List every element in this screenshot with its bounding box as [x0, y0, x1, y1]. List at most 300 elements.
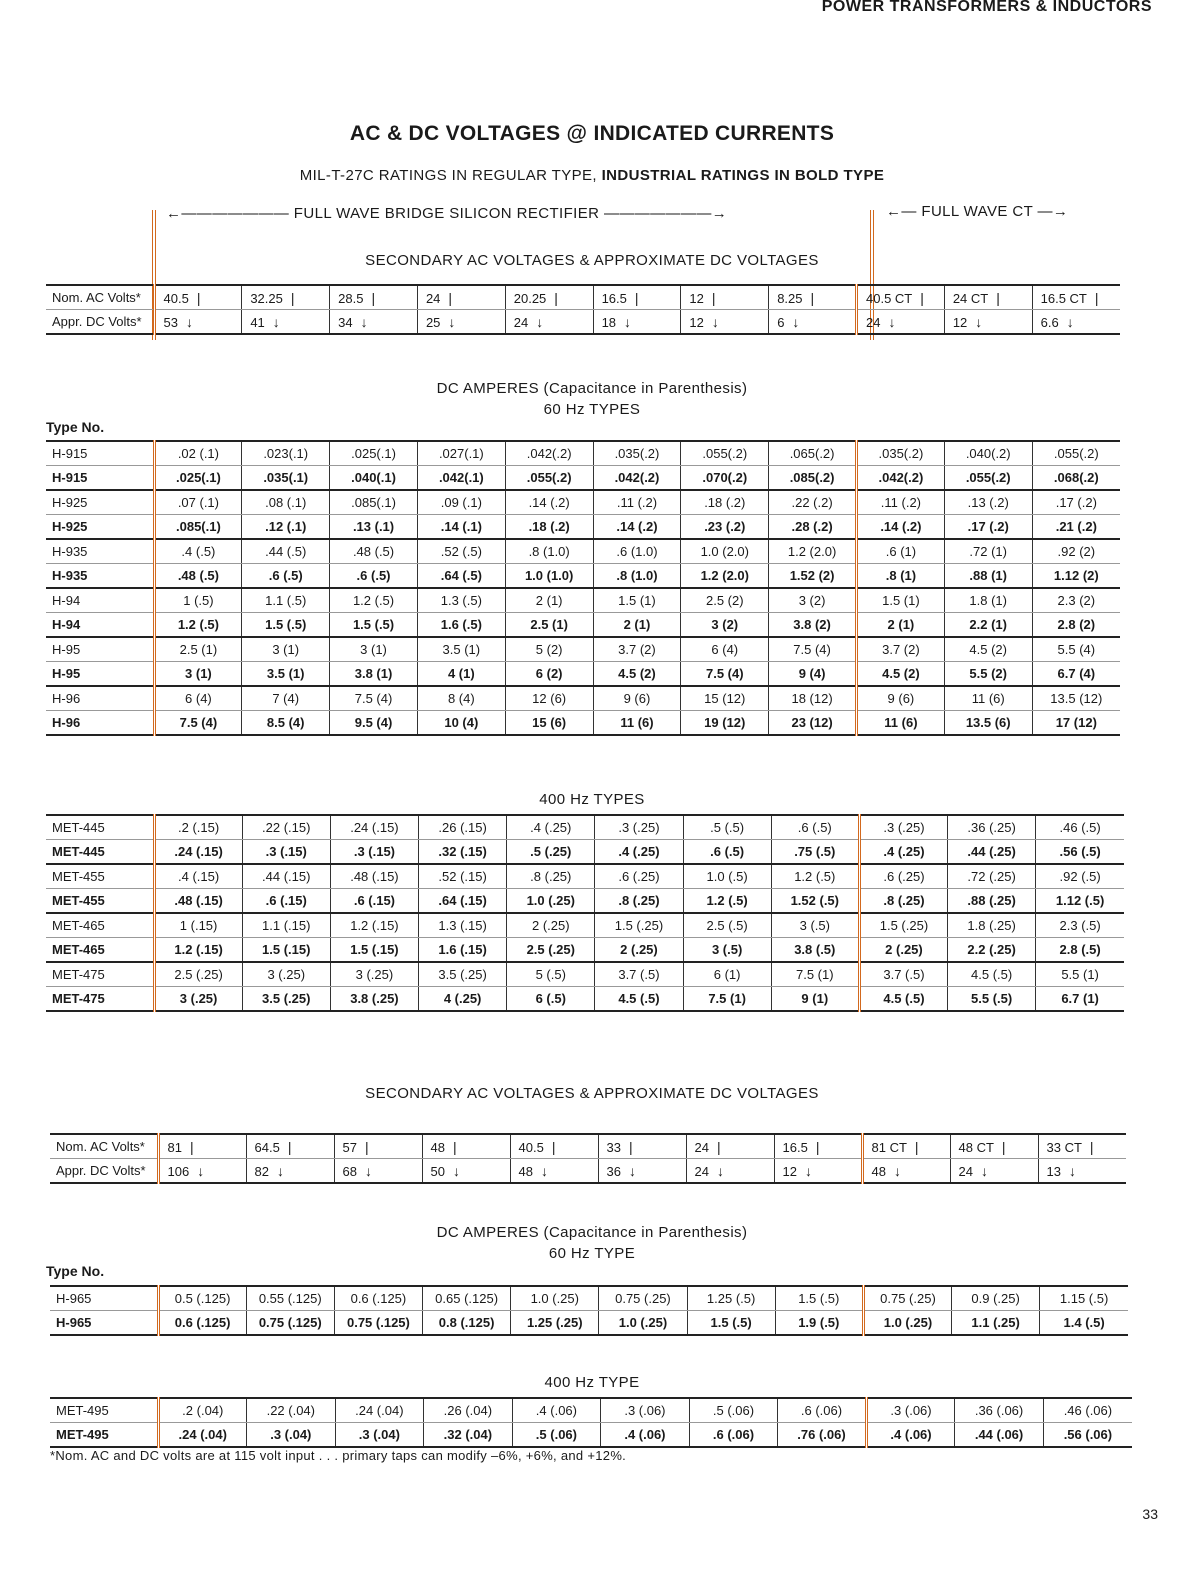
amp-cell: .24 (.15) [154, 840, 242, 865]
amp-cell: .085(.1) [154, 515, 242, 540]
amp-cell: 3.8 (1) [330, 662, 418, 687]
section-header: POWER TRANSFORMERS & INDUCTORS [821, 0, 1152, 15]
amp-cell: .17 (.2) [944, 515, 1032, 540]
amp-cell: 0.9 (.25) [952, 1286, 1040, 1311]
amp-cell: .6 (.15) [330, 889, 418, 914]
amp-cell: 0.75 (.25) [863, 1286, 951, 1311]
amp-cell: 5 (.5) [507, 962, 595, 987]
amp-cell: .5 (.5) [683, 815, 771, 840]
amp-cell: .17 (.2) [1032, 490, 1120, 515]
down-stem-icon: | [1094, 289, 1099, 306]
banner-ct-label: FULL WAVE CT [921, 203, 1033, 220]
amp-cell: .027(.1) [417, 441, 505, 466]
amp-cell: 2.2 (.25) [948, 938, 1036, 963]
amp-cell: .8 (.25) [595, 889, 683, 914]
amp-cell: 10 (4) [417, 711, 505, 736]
down-stem-icon: | [628, 1138, 633, 1155]
type-name: H-96 [46, 686, 154, 711]
amp-cell: .88 (.25) [948, 889, 1036, 914]
amp-cell: 0.6 (.125) [334, 1286, 422, 1311]
volt-value: 32.25 [250, 290, 283, 306]
down-stem-icon: | [1001, 1138, 1006, 1155]
appr-dc-volts-4 [505, 310, 593, 335]
down-arrow-icon: ↓ [716, 1162, 724, 1179]
amp-cell: .08 (.1) [242, 490, 330, 515]
amp-cell: 5 (2) [505, 637, 593, 662]
amp-cell: .4 (.06) [866, 1423, 955, 1448]
amp-cell: 11 (6) [593, 711, 681, 736]
amp-cell: .6 (.15) [242, 889, 330, 914]
nom-ac-volts-3 [417, 285, 505, 310]
amp-cell: 3.7 (.5) [859, 962, 947, 987]
nom-ac-volts-5 [598, 1134, 686, 1159]
nom-ac-volts-9 [950, 1134, 1038, 1159]
type-no-label-1: Type No. [46, 419, 105, 435]
down-arrow-icon: ↓ [276, 1162, 284, 1179]
amp-cell: 6 (4) [154, 686, 242, 711]
amp-cell: .32 (.04) [424, 1423, 513, 1448]
amp-cell: .3 (.15) [242, 840, 330, 865]
amp-cell: .2 (.04) [158, 1398, 247, 1423]
volt-value: 48 [871, 1163, 886, 1179]
appr-dc-volts-8 [857, 310, 945, 335]
amp-cell: .22 (.2) [769, 490, 857, 515]
row-label-nom: Nom. AC Volts* [46, 285, 154, 310]
table-row [46, 686, 1120, 711]
amp-cell: .56 (.5) [1036, 840, 1124, 865]
appr-dc-volts-0 [158, 1159, 246, 1184]
volt-value: 82 [254, 1163, 269, 1179]
amp-cell: 3.8 (.5) [771, 938, 859, 963]
amp-cell: .8 (.25) [859, 889, 947, 914]
table-row [46, 711, 1120, 736]
appr-dc-volts-5 [598, 1159, 686, 1184]
volt-value: 106 [167, 1163, 190, 1179]
amp-cell: .042(.1) [417, 466, 505, 491]
page-subtitle [0, 167, 1184, 184]
type-name: MET-455 [46, 864, 154, 889]
amp-cell: 15 (6) [505, 711, 593, 736]
amp-cell: .023(.1) [242, 441, 330, 466]
amp-cell: 7.5 (4) [681, 662, 769, 687]
volt-value: 50 [430, 1163, 445, 1179]
down-stem-icon: | [371, 289, 376, 306]
amp-cell: 1.5 (.5) [242, 613, 330, 638]
amp-cell: 7.5 (4) [769, 637, 857, 662]
nom-ac-volts-8 [862, 1134, 950, 1159]
amp-cell: .042(.2) [505, 441, 593, 466]
amp-cell: .32 (.15) [419, 840, 507, 865]
table-row [46, 539, 1120, 564]
amp-cell: 1.15 (.5) [1040, 1286, 1128, 1311]
amp-cell: .025(.1) [154, 466, 242, 491]
volt-value: 24 [694, 1163, 709, 1179]
down-arrow-icon: ↓ [792, 313, 800, 330]
amp-cell: .085(.1) [330, 490, 418, 515]
amp-cell: .44 (.5) [242, 539, 330, 564]
amp-cell: .24 (.04) [335, 1398, 424, 1423]
amp-cell: 2 (.25) [859, 938, 947, 963]
amp-cell: 7.5 (4) [154, 711, 242, 736]
amp-cell: .64 (.15) [419, 889, 507, 914]
amp-cell: .3 (.04) [335, 1423, 424, 1448]
amp-cell: .3 (.06) [866, 1398, 955, 1423]
down-arrow-icon: ↓ [452, 1162, 460, 1179]
amp-cell: .07 (.1) [154, 490, 242, 515]
amp-cell: 1.5 (.5) [775, 1286, 863, 1311]
amp-cell: 9 (6) [857, 686, 945, 711]
amp-cell: .76 (.06) [778, 1423, 867, 1448]
nom-ac-volts-0 [154, 285, 242, 310]
amp-cell: 2.3 (.5) [1036, 913, 1124, 938]
table-row [46, 490, 1120, 515]
amp-cell: .21 (.2) [1032, 515, 1120, 540]
down-arrow-icon: ↓ [980, 1162, 988, 1179]
amp-cell: .12 (.1) [242, 515, 330, 540]
table-row [46, 564, 1120, 589]
amp-cell: 1.2 (2.0) [769, 539, 857, 564]
down-stem-icon: | [290, 289, 295, 306]
amp-cell: 2 (.25) [507, 913, 595, 938]
amp-cell: .042(.2) [857, 466, 945, 491]
table-row [46, 938, 1124, 963]
amp-cell: 3 (2) [769, 588, 857, 613]
amp-cell: .11 (.2) [857, 490, 945, 515]
amp-cell: 11 (6) [857, 711, 945, 736]
amp-cell: 1.5 (.15) [330, 938, 418, 963]
amp-cell: 2.3 (2) [1032, 588, 1120, 613]
table-row [46, 913, 1124, 938]
amp-cell: 4.5 (2) [593, 662, 681, 687]
type-name: H-925 [46, 490, 154, 515]
amp-cell: 17 (12) [1032, 711, 1120, 736]
amp-cell: 6 (1) [683, 962, 771, 987]
amp-cell: .6 (.25) [859, 864, 947, 889]
amp-cell: .72 (1) [944, 539, 1032, 564]
amp-cell: 1.1 (.5) [242, 588, 330, 613]
nom-ac-volts-0 [158, 1134, 246, 1159]
amp-cell: 1.8 (1) [944, 588, 1032, 613]
type-name: H-95 [46, 662, 154, 687]
amp-cell: 1 (.5) [154, 588, 242, 613]
dc-amperes-freq-2: 60 Hz TYPE [548, 1245, 636, 1262]
amp-cell: .18 (.2) [505, 515, 593, 540]
amp-cell: 7.5 (1) [771, 962, 859, 987]
volt-value: 41 [250, 314, 265, 330]
hz400-caption-1: 400 Hz TYPES [539, 791, 645, 808]
nom-ac-volts-3 [422, 1134, 510, 1159]
amp-cell: .24 (.04) [158, 1423, 247, 1448]
amp-cell: 3 (.25) [330, 962, 418, 987]
table-row [46, 441, 1120, 466]
banner-bridge: ←——————— FULL WAVE BRIDGE SILICON RECTIFIER ———————→ [166, 205, 728, 222]
appr-dc-volts-0 [154, 310, 242, 335]
table-row [46, 962, 1124, 987]
amp-cell: 3.7 (2) [857, 637, 945, 662]
amp-cell: 3.5 (1) [242, 662, 330, 687]
type-no-label-2: Type No. [46, 1263, 105, 1279]
down-arrow-icon: ↓ [197, 1162, 205, 1179]
down-arrow-icon: ↓ [185, 313, 193, 330]
appr-dc-volts-10 [1032, 310, 1120, 335]
amp-cell: 11 (6) [944, 686, 1032, 711]
table-60hz-types [46, 440, 1120, 736]
amp-cell: 9 (6) [593, 686, 681, 711]
volt-value: 40.5 [163, 290, 189, 306]
down-stem-icon: | [196, 289, 201, 306]
amp-cell: .6 (1.0) [593, 539, 681, 564]
amp-cell: 1.5 (.25) [595, 913, 683, 938]
down-arrow-icon: ↓ [711, 313, 719, 330]
down-arrow-icon: ↓ [893, 1162, 901, 1179]
table-row [46, 864, 1124, 889]
amp-cell: 4.5 (2) [857, 662, 945, 687]
table-row [46, 889, 1124, 914]
amp-cell: 1.12 (.5) [1036, 889, 1124, 914]
page-title: AC & DC VOLTAGES @ INDICATED CURRENTS [349, 122, 835, 145]
table-row [46, 662, 1120, 687]
volt-value: 48 [430, 1139, 445, 1155]
amp-cell: 3 (.25) [154, 987, 242, 1012]
amp-cell: .3 (.25) [859, 815, 947, 840]
type-name: H-94 [46, 613, 154, 638]
table-row [46, 637, 1120, 662]
type-name: MET-465 [46, 938, 154, 963]
amp-cell: .2 (.15) [154, 815, 242, 840]
amp-cell: 0.8 (.125) [423, 1311, 511, 1336]
down-stem-icon: | [634, 289, 639, 306]
down-arrow-icon: ↓ [975, 313, 983, 330]
amp-cell: 5.5 (.5) [948, 987, 1036, 1012]
appr-dc-volts-1 [242, 310, 330, 335]
type-name: MET-475 [46, 962, 154, 987]
appr-dc-volts-7 [774, 1159, 862, 1184]
down-stem-icon: | [1089, 1138, 1094, 1155]
amp-cell: .18 (.2) [681, 490, 769, 515]
appr-dc-volts-4 [510, 1159, 598, 1184]
amp-cell: .4 (.15) [154, 864, 242, 889]
volt-value: 34 [338, 314, 353, 330]
secondary-caption-2: SECONDARY AC VOLTAGES & APPROXIMATE DC VOLTAGES [365, 1085, 819, 1102]
amp-cell: .09 (.1) [417, 490, 505, 515]
type-name: H-935 [46, 564, 154, 589]
down-arrow-icon: ↓ [804, 1162, 812, 1179]
amp-cell: .72 (.25) [948, 864, 1036, 889]
nom-ac-volts-7 [774, 1134, 862, 1159]
amp-cell: 4 (.25) [419, 987, 507, 1012]
amp-cell: 1.2 (.15) [330, 913, 418, 938]
amp-cell: 3 (2) [681, 613, 769, 638]
nom-ac-volts-4 [505, 285, 593, 310]
amp-cell: 3.8 (2) [769, 613, 857, 638]
amp-cell: 1.1 (.15) [242, 913, 330, 938]
amp-cell: 2.5 (1) [154, 637, 242, 662]
amp-cell: .02 (.1) [154, 441, 242, 466]
appr-dc-volts-2 [334, 1159, 422, 1184]
down-arrow-icon: ↓ [1068, 1162, 1076, 1179]
amp-cell: 1.52 (.5) [771, 889, 859, 914]
amp-cell: 1.3 (.15) [419, 913, 507, 938]
amp-cell: .48 (.5) [330, 539, 418, 564]
amp-cell: 0.75 (.125) [334, 1311, 422, 1336]
amp-cell: 1.6 (.5) [417, 613, 505, 638]
down-stem-icon: | [996, 289, 1000, 306]
amp-cell: .4 (.25) [595, 840, 683, 865]
amp-cell: .3 (.06) [601, 1398, 690, 1423]
down-arrow-icon: ↓ [536, 313, 544, 330]
down-stem-icon: | [810, 289, 815, 306]
amp-cell: .5 (.06) [689, 1398, 778, 1423]
amp-cell: .8 (1) [857, 564, 945, 589]
amp-cell: 2.5 (2) [681, 588, 769, 613]
amp-cell: .6 (.06) [689, 1423, 778, 1448]
amp-cell: .48 (.15) [330, 864, 418, 889]
amp-cell: .92 (.5) [1036, 864, 1124, 889]
down-arrow-icon: ↓ [624, 313, 632, 330]
amp-cell: .6 (.5) [683, 840, 771, 865]
amp-cell: 0.5 (.125) [158, 1286, 246, 1311]
amp-cell: 1.5 (1) [593, 588, 681, 613]
table-row [46, 515, 1120, 540]
amp-cell: .4 (.06) [512, 1398, 601, 1423]
type-name: MET-475 [46, 987, 154, 1012]
amp-cell: 1.2 (.5) [683, 889, 771, 914]
volt-value: 48 CT [958, 1139, 994, 1155]
appr-dc-volts-2 [330, 310, 418, 335]
amp-cell: .055(.2) [1032, 441, 1120, 466]
amp-cell: .48 (.15) [154, 889, 242, 914]
volt-value: 81 [167, 1139, 182, 1155]
amp-cell: 1.2 (.5) [330, 588, 418, 613]
amp-cell: 1.3 (.5) [417, 588, 505, 613]
voltage-table-1 [46, 284, 1120, 335]
down-stem-icon: | [815, 1138, 820, 1155]
volt-value: 12 [952, 314, 968, 330]
volt-value: 20.25 [513, 290, 547, 306]
amp-cell: .75 (.5) [771, 840, 859, 865]
amp-cell: 2.5 (.5) [683, 913, 771, 938]
amp-cell: 1.52 (2) [769, 564, 857, 589]
volt-value: 53 [163, 314, 178, 330]
footnote: *Nom. AC and DC volts are at 115 volt input . . . primary taps can modify –6%, +6%, and +12%. [50, 1448, 627, 1463]
table-row [46, 815, 1124, 840]
amp-cell: .13 (.2) [944, 490, 1032, 515]
row-label-nom: Nom. AC Volts* [50, 1134, 158, 1159]
amp-cell: 1.5 (1) [857, 588, 945, 613]
amp-cell: 18 (12) [769, 686, 857, 711]
amp-cell: 3 (.25) [242, 962, 330, 987]
amp-cell: .22 (.04) [247, 1398, 336, 1423]
amp-cell: .14 (.2) [593, 515, 681, 540]
amp-cell: .3 (.04) [247, 1423, 336, 1448]
volt-value: 24 [958, 1163, 973, 1179]
amp-cell: 1.4 (.5) [1040, 1311, 1128, 1336]
amp-cell: .6 (1) [857, 539, 945, 564]
down-arrow-icon: ↓ [448, 313, 456, 330]
volt-value: 40.5 CT [866, 290, 913, 306]
type-name: MET-445 [46, 840, 154, 865]
down-arrow-icon: ↓ [628, 1162, 636, 1179]
down-arrow-icon: ↓ [272, 313, 280, 330]
down-arrow-icon: ↓ [1066, 313, 1074, 330]
amp-cell: .36 (.25) [948, 815, 1036, 840]
volt-value: 24 [425, 290, 441, 306]
nom-ac-volts-10 [1038, 1134, 1126, 1159]
amp-cell: .24 (.15) [330, 815, 418, 840]
amp-cell: .13 (.1) [330, 515, 418, 540]
appr-dc-volts-6 [686, 1159, 774, 1184]
volt-value: 12 [689, 314, 704, 330]
secondary-caption-1: SECONDARY AC VOLTAGES & APPROXIMATE DC VOLTAGES [365, 252, 819, 269]
amp-cell: 3 (1) [242, 637, 330, 662]
amp-cell: 7 (4) [242, 686, 330, 711]
amp-cell: .56 (.06) [1043, 1423, 1132, 1448]
type-name: H-94 [46, 588, 154, 613]
table-400hz-types [46, 814, 1124, 1012]
amp-cell: .4 (.25) [859, 840, 947, 865]
amp-cell: 1.8 (.25) [948, 913, 1036, 938]
nom-ac-volts-4 [510, 1134, 598, 1159]
amp-cell: .6 (.5) [771, 815, 859, 840]
type-name: H-965 [50, 1311, 158, 1336]
amp-cell: 9 (4) [769, 662, 857, 687]
amp-cell: .070(.2) [681, 466, 769, 491]
amp-cell: 1.5 (.5) [330, 613, 418, 638]
volt-value: 33 CT [1046, 1139, 1082, 1155]
appr-dc-volts-7 [769, 310, 857, 335]
amp-cell: 1.2 (.5) [154, 613, 242, 638]
amp-cell: 1.0 (.25) [507, 889, 595, 914]
type-name: MET-495 [50, 1398, 158, 1423]
down-stem-icon: | [448, 289, 453, 306]
nom-ac-volts-8 [857, 285, 945, 310]
table-row [46, 466, 1120, 491]
volt-value: 33 [606, 1139, 621, 1155]
amp-cell: 5.5 (4) [1032, 637, 1120, 662]
appr-dc-volts-1 [246, 1159, 334, 1184]
table-400hz-type-met495 [50, 1397, 1132, 1448]
amp-cell: .035(.2) [857, 441, 945, 466]
type-name: MET-445 [46, 815, 154, 840]
down-stem-icon: | [716, 1138, 721, 1155]
volt-value: 28.5 [338, 290, 364, 306]
amp-cell: 1.0 (1.0) [505, 564, 593, 589]
amp-cell: 4.5 (.5) [859, 987, 947, 1012]
amp-cell: 1.0 (.25) [511, 1286, 599, 1311]
banner-ct: ←— FULL WAVE CT —→ [886, 203, 1069, 220]
nom-ac-volts-2 [334, 1134, 422, 1159]
amp-cell: 19 (12) [681, 711, 769, 736]
voltage-table-2 [50, 1133, 1126, 1184]
table-row [50, 1398, 1132, 1423]
amp-cell: 3 (.5) [771, 913, 859, 938]
volt-value: 48 [518, 1163, 533, 1179]
amp-cell: 2 (1) [857, 613, 945, 638]
type-name: MET-465 [46, 913, 154, 938]
amp-cell: 5.5 (2) [944, 662, 1032, 687]
banner-bridge-label: FULL WAVE BRIDGE SILICON RECTIFIER [293, 205, 600, 222]
amp-cell: 15 (12) [681, 686, 769, 711]
row-label-appr: Appr. DC Volts* [50, 1159, 158, 1184]
amp-cell: 3.7 (.5) [595, 962, 683, 987]
subtitle-regular: MIL-T-27C RATINGS IN REGULAR TYPE, [299, 167, 597, 184]
amp-cell: 1.5 (.25) [859, 913, 947, 938]
down-arrow-icon: ↓ [360, 313, 368, 330]
amp-cell: .14 (.2) [857, 515, 945, 540]
amp-cell: 4 (1) [417, 662, 505, 687]
down-arrow-icon: ↓ [364, 1162, 372, 1179]
amp-cell: 1.0 (.25) [599, 1311, 687, 1336]
